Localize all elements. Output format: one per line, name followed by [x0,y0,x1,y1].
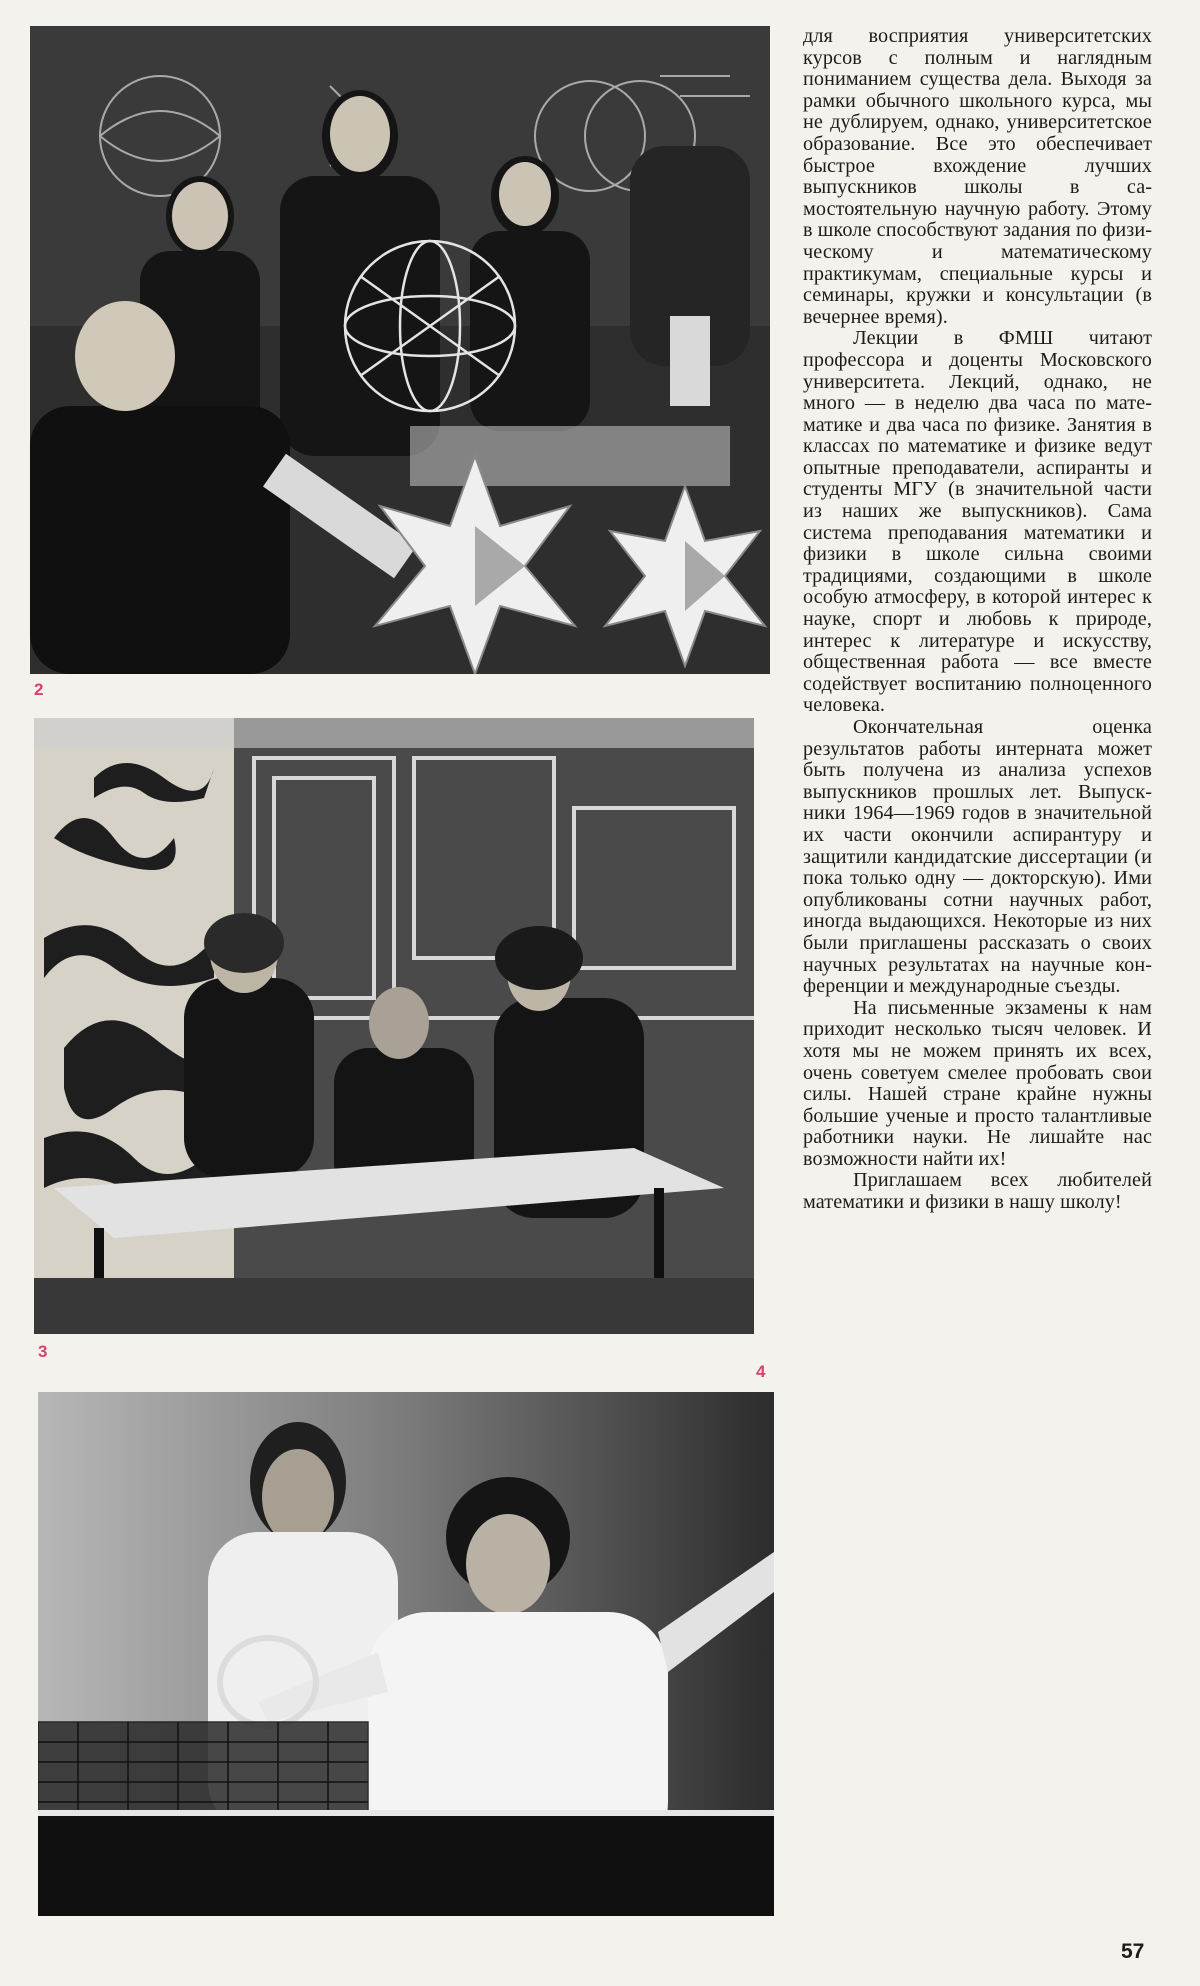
figure-number-4: 4 [756,1362,766,1381]
photo-table-tennis [38,1392,774,1916]
photo-3-illustration [34,718,754,1334]
paragraph-2: Лекции в ФМШ читают профессора и доценты Московского университета. Лекций, однако, не много — в неделю два часа по математике и два часа по физике. Занятия в классах по математике и физике ведут опытные преподаватели, аспиранты и студенты МГУ (в значительной части из наших же выпускников). Сама система преподавания математики и физики в школе сильна своими традициями, создающими в школе особую атмосферу, в которой интерес к науке, спорт и любовь к природе, интерес к литературе и искусству, общественная работа — все вместе содействует воспитанию полноценного человека. [803,327,1152,717]
article-text [803,26,1152,1214]
paragraph-4: На письменные экзамены к нам приходит несколько тысяч человек. И хотя мы не можем принять их всех, очень советуем смелее пробовать свои силы. Нашей стране крайне нужны большие ученые и просто талантливые работники науки. Не лишайте нас возможности найти их! [803,996,1152,1170]
photo-2-illustration [30,26,770,674]
photo-girls-studying [34,718,754,1334]
page-number: 57 [1121,1940,1145,1963]
photo-4-illustration [38,1392,774,1916]
figure-number-3: 3 [38,1342,48,1361]
figure-number-2: 2 [34,680,44,699]
photo-students-at-blackboard [30,26,770,674]
paragraph-3: Окончательная оценка результатов работы интерната может быть получена из анализа успехов выпускников прошлых лет. Выпускники 1964—1969 годов в значительной их части окончили аспирантуру и защитили кандидатские диссертации (и пока только одну — докторскую). Ими опубликованы сотни научных работ, иногда выдающихся. Некоторые из них были приглашены рассказать о своих научных результатах на научные конференции и международные съезды. [803,716,1152,998]
paragraph-5: Приглашаем всех любителей математики и физики в нашу школу! [803,1169,1152,1214]
paragraph-1: для восприятия университетских курсов с полным и наглядным пониманием существа дела. Выходя за рамки обычного школьного курса, мы не дублируем, однако, университетское образование. Все это обеспечивает быстрое вхождение лучших выпускников школы в самостоятельную научную работу. Этому в школе способствуют задания по физическому и математическому практикумам, специальные курсы и семинары, кружки и консультации (в вечернее время). [803,25,1152,328]
